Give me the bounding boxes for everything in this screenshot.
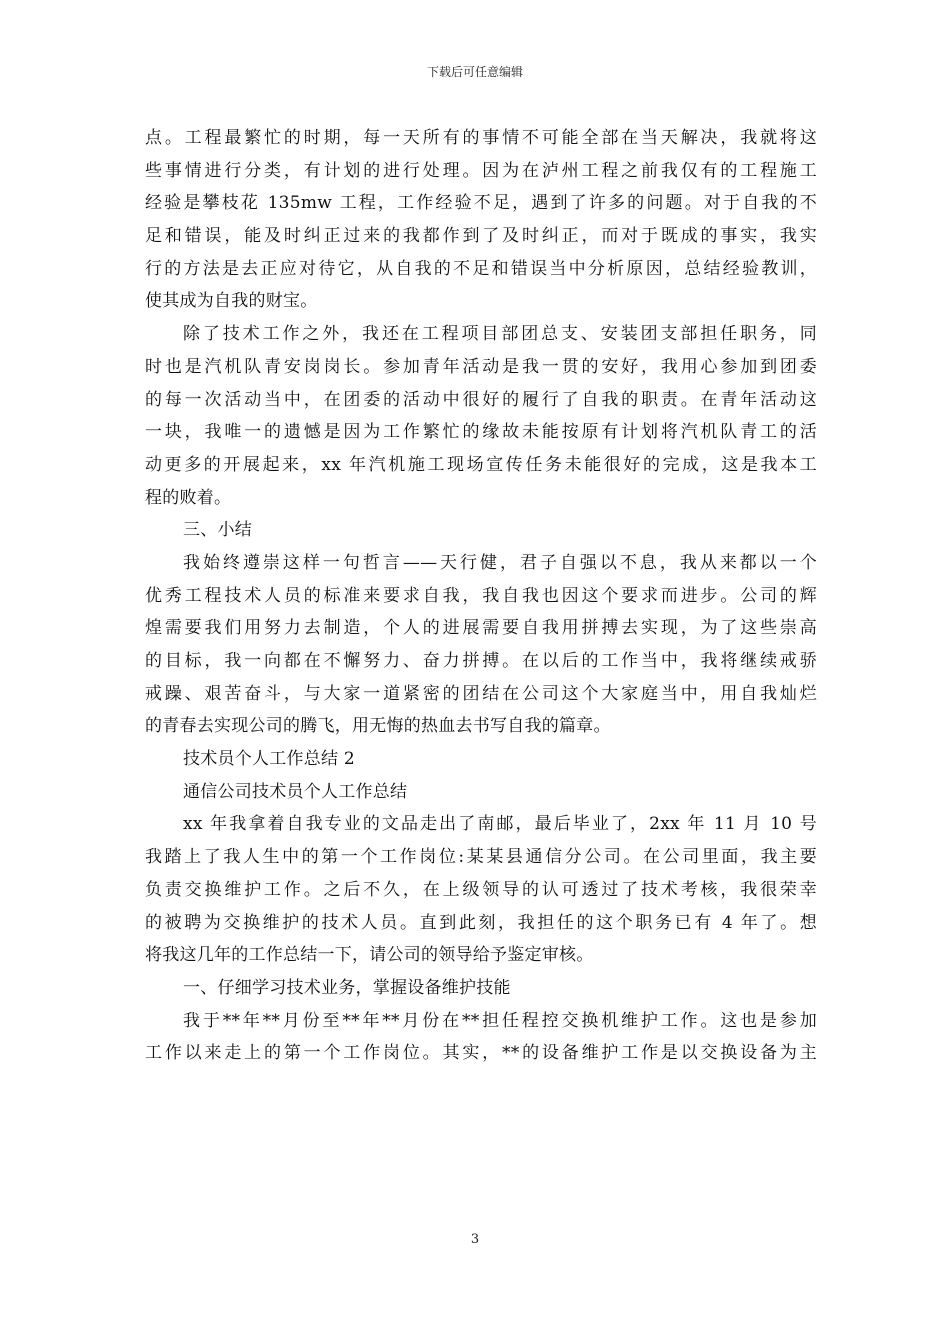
text-line: 除了技术工作之外，我还在工程项目部团总支、安装团支部担任职务，同 [183, 324, 817, 345]
text-line: 我于**年**月份至**年**月份在**担任程控交换机维护工作。这也是参加 [183, 1010, 817, 1031]
text-line: 工作以来走上的第一个工作岗位。其实，**的设备维护工作是以交换设备为主 [145, 1043, 817, 1064]
text-line: 一、仔细学习技术业务，掌握设备维护技能 [183, 977, 511, 998]
text-line: 优秀工程技术人员的标准来要求自我，我自我也因这个要求而进步。公司的辉 [145, 585, 817, 606]
text-line: 将我这几年的工作总结一下，请公司的领导给予鉴定审核。 [145, 945, 594, 966]
text-line: 负责交换维护工作。之后不久，在上级领导的认可透过了技术考核，我很荣幸 [145, 879, 817, 900]
text-line: 行的方法是去正应对待它，从自我的不足和错误当中分析原因，总结经验教训， [145, 258, 817, 279]
text-line: 一块，我唯一的遗憾是因为工作繁忙的缘故未能按原有计划将汽机队青工的活 [145, 422, 817, 443]
text-line: 技术员个人工作总结 2 [183, 749, 355, 770]
text-line: 经验是攀枝花 135mw 工程，工作经验不足，遇到了许多的问题。对于自我的不 [145, 193, 817, 214]
document-body [145, 122, 817, 1070]
text-line: xx 年我拿着自我专业的文品走出了南邮，最后毕业了，2xx 年 11 月 10 号 [183, 814, 817, 835]
text-line: 程的败着。 [145, 487, 232, 508]
page-header: 下载后可任意编辑 [426, 65, 523, 79]
text-line: 足和错误，能及时纠正过来的我都作到了及时纠正，而对于既成的事实，我实 [145, 226, 817, 247]
text-line: 三、小结 [183, 520, 252, 541]
text-line: 的目标，我一向都在不懈努力、奋力拼搏。在以后的工作当中，我将继续戒骄 [145, 651, 817, 671]
text-line: 动更多的开展起来，xx 年汽机施工现场宣传任务未能很好的完成，这是我本工 [145, 454, 817, 475]
text-line: 时也是汽机队青安岗岗长。参加青年活动是我一贯的安好，我用心参加到团委 [145, 356, 817, 377]
text-line: 点。工程最繁忙的时期，每一天所有的事情不可能全部在当天解决，我就将这 [145, 128, 817, 148]
text-line: 戒躁、艰苦奋斗，与大家一道紧密的团结在公司这个大家庭当中，用自我灿烂 [145, 683, 817, 704]
text-line: 些事情进行分类，有计划的进行处理。因为在泸州工程之前我仅有的工程施工 [145, 160, 817, 181]
text-line: 我始终遵崇这样一句哲言——天行健，君子自强以不息，我从来都以一个 [183, 552, 817, 573]
text-line: 通信公司技术员个人工作总结 [183, 781, 408, 802]
text-line: 的青春去实现公司的腾飞，用无悔的热血去书写自我的篇章。 [145, 716, 611, 737]
text-line: 使其成为自我的财宝。 [145, 291, 318, 312]
text-line: 我踏上了我人生中的第一个工作岗位:某某县通信分公司。在公司里面，我主要 [145, 847, 817, 868]
text-line: 的每一次活动当中，在团委的活动中很好的履行了自我的职责。在青年活动这 [145, 389, 817, 410]
page-number: 3 [470, 1232, 480, 1247]
text-line: 的被聘为交换维护的技术人员。直到此刻，我担任的这个职务已有 4 年了。想 [145, 912, 817, 933]
text-line: 煌需要我们用努力去制造，个人的进展需要自我用拼搏去实现，为了这些崇高 [145, 618, 817, 639]
